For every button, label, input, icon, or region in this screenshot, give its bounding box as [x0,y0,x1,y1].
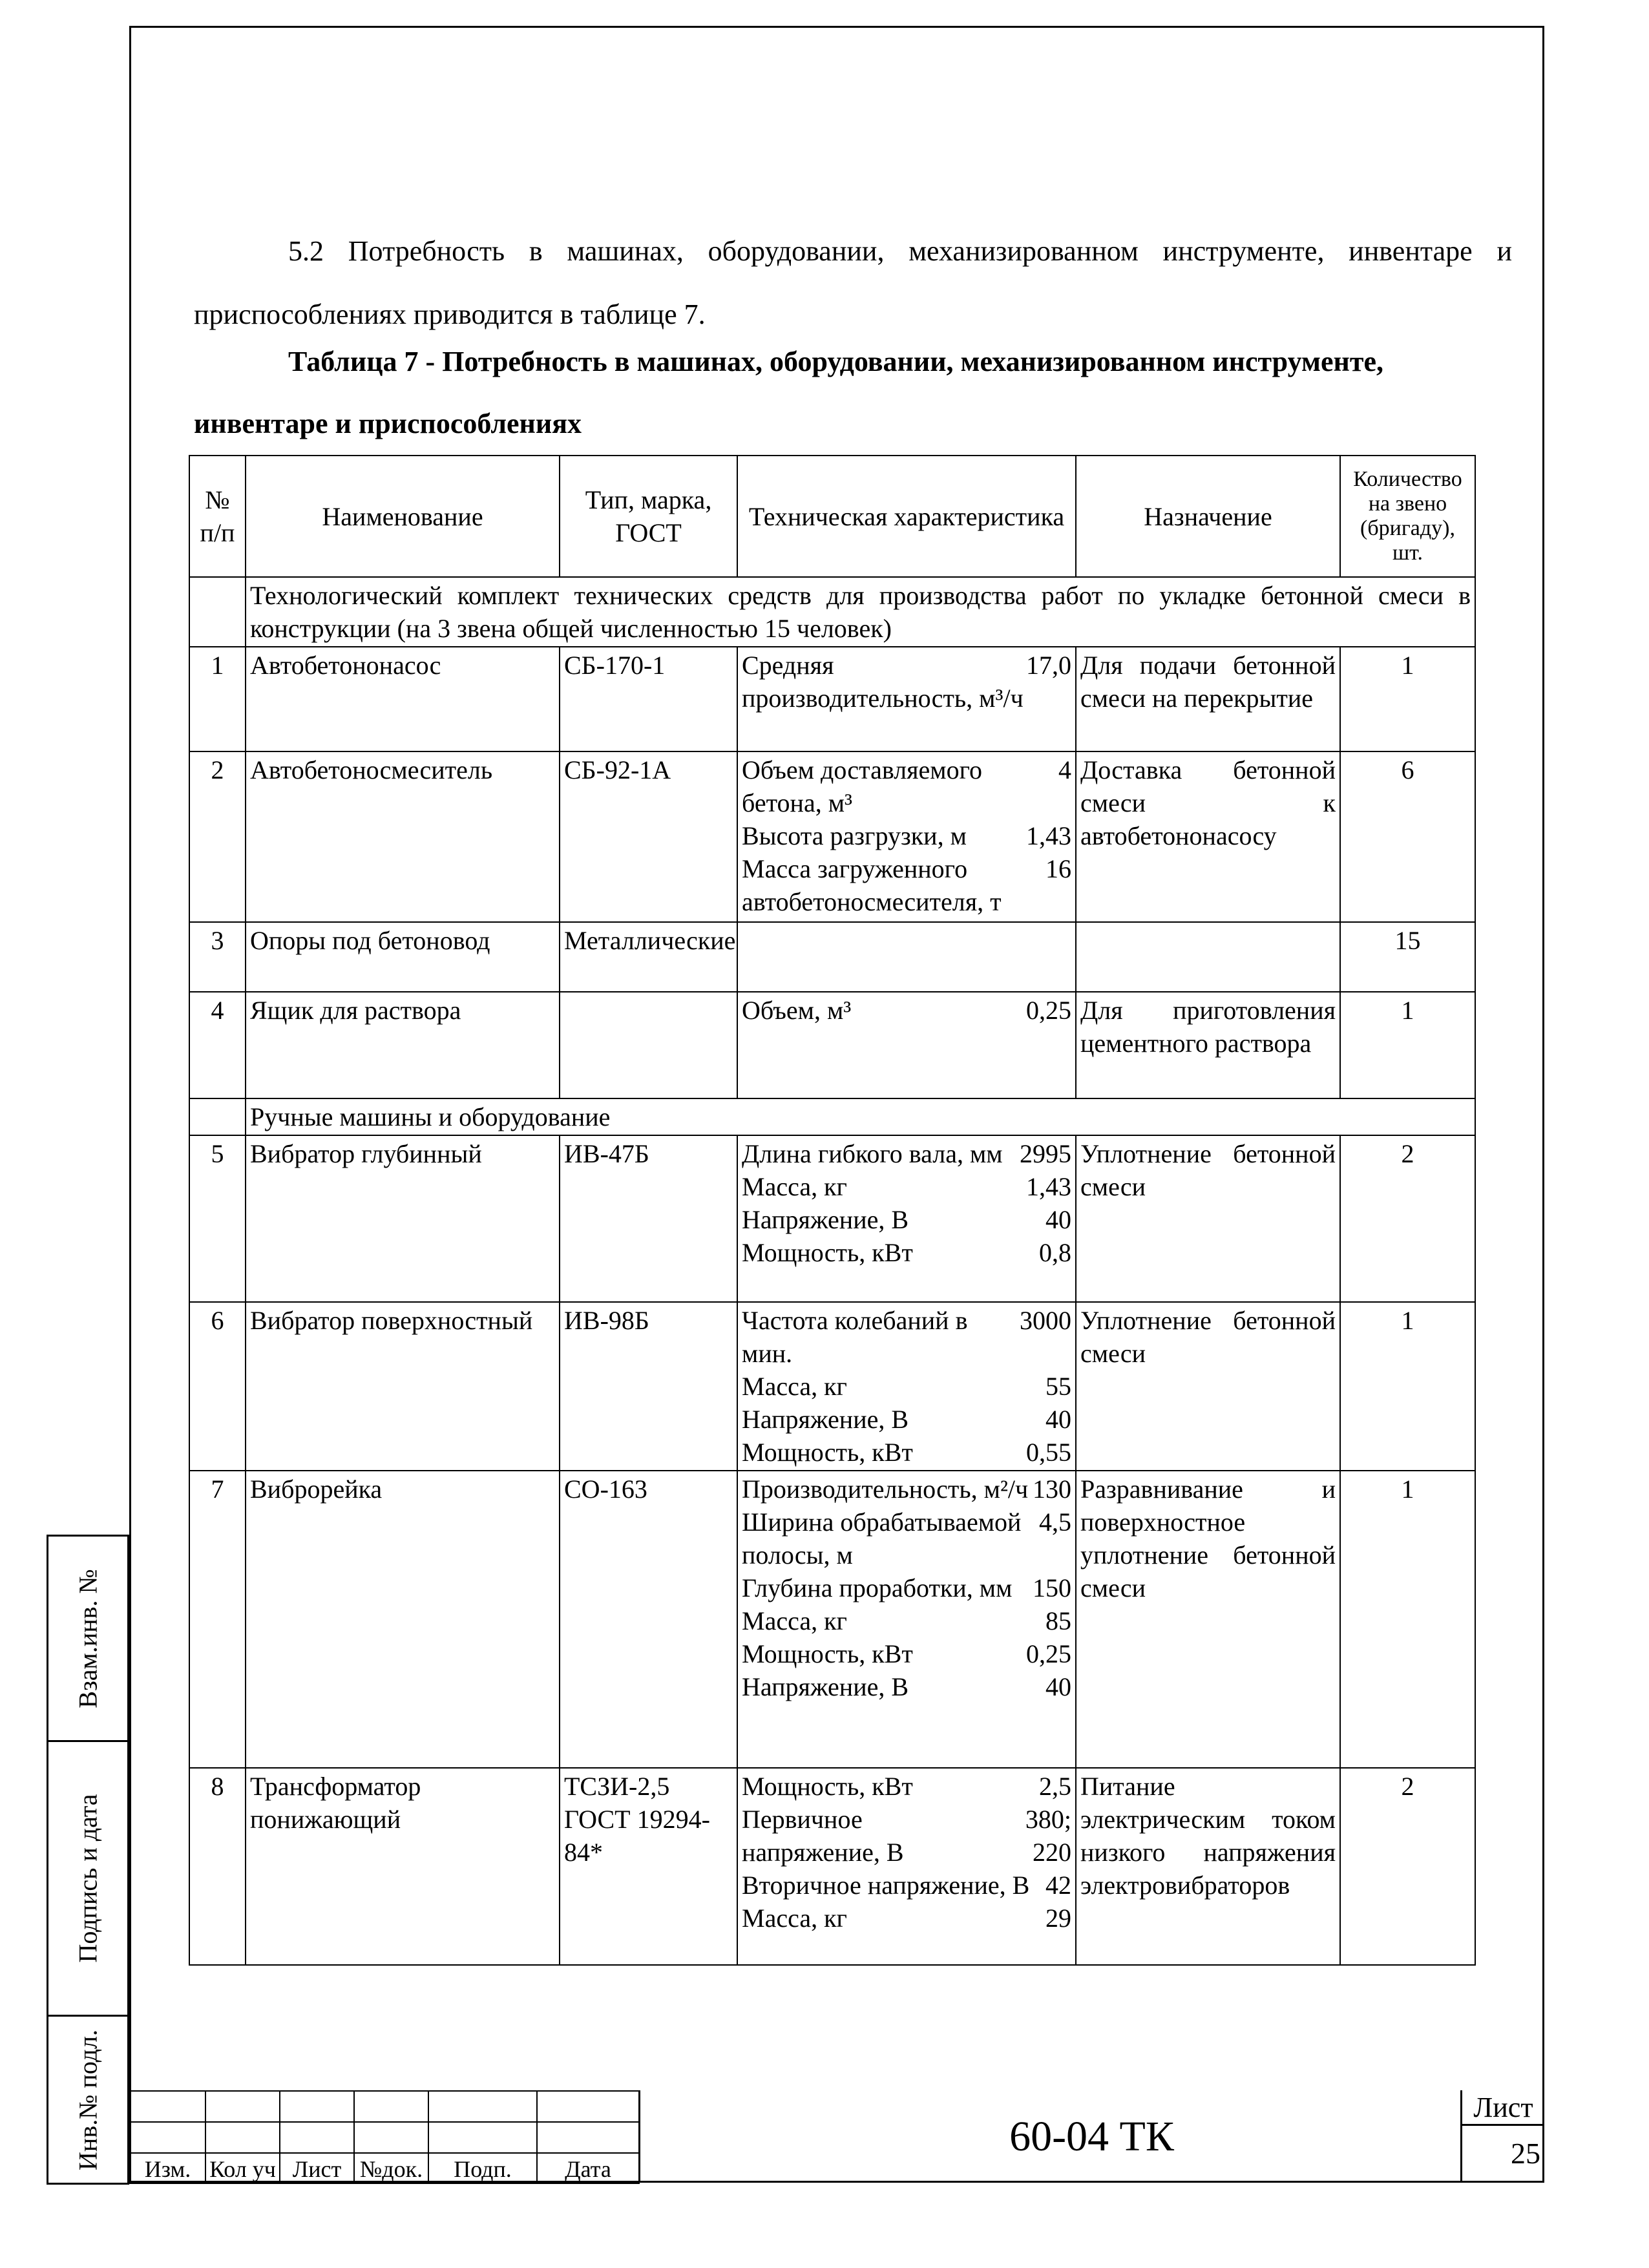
spec-label: Напряжение, В [742,1405,909,1434]
row-purpose [1076,922,1340,992]
row-num: 4 [189,992,246,1098]
spec-label: Длина гибкого вала, мм [742,1139,1003,1168]
sheet-number: 25 [1511,2137,1540,2170]
spec-value: 17,0 [1026,651,1071,680]
spec-value: 4,5 [1039,1507,1071,1537]
spec-line [742,1803,1071,1869]
spec-label: Производительность, м²/ч [742,1475,1029,1504]
side-inv-label: Инв.№ подл. [73,2029,103,2170]
section-row [189,1098,1475,1135]
row-spec [737,992,1076,1098]
sheet-box [1460,2090,1544,2183]
row-name: Автобетононасос [246,647,560,751]
spec-value: 0,8 [1039,1238,1071,1267]
spec-value: 85 [1045,1606,1071,1635]
row-qty: 6 [1340,751,1475,922]
header-qty: Количество на звено (бригаду), шт. [1340,456,1475,577]
spec-value: 1,43 [1026,821,1071,850]
section-row [189,577,1475,647]
header-purpose: Назначение [1076,456,1340,577]
row-name: Виброрейка [246,1471,560,1768]
stamp-column-label: Лист [280,2153,354,2183]
spec-line [742,753,1071,819]
row-type: Металлические [560,922,737,992]
spec-label: Масса, кг [742,1372,847,1401]
row-num: 2 [189,751,246,922]
table-caption [194,331,1512,455]
section-title: Ручные машины и оборудование [246,1098,1475,1135]
row-type: ИВ-47Б [560,1135,737,1302]
spec-value: 1,43 [1026,1172,1071,1201]
spec-value: 0,25 [1026,996,1071,1025]
row-num: 5 [189,1135,246,1302]
row-num: 7 [189,1471,246,1768]
spec-label: Мощность, кВт [742,1639,913,1668]
row-num: 1 [189,647,246,751]
header-name: Наименование [246,456,560,577]
spec-label: Напряжение, В [742,1205,909,1234]
title-block [129,2090,1544,2183]
row-type [560,992,737,1098]
spec-label: Масса, кг [742,1904,847,1933]
spec-line [742,1637,1071,1670]
spec-value: 2,5 [1039,1772,1071,1801]
spec-value: 380; 220 [1025,1805,1071,1867]
table-header-row [189,456,1475,577]
row-purpose: Для приготовления цементного раствора [1076,992,1340,1098]
table-row [189,1135,1475,1302]
spec-value: 3000 [1020,1306,1071,1335]
table-row [189,647,1475,751]
spec-value: 29 [1045,1904,1071,1933]
spec-label: Масса, кг [742,1606,847,1635]
section-title: Технологический комплект технических средств для производства работ по укладке бетонной смеси в конструкции (на 3 звена общей численностью 15 человек) [246,577,1475,647]
spec-label: Масса загруженного автобетоносмесителя, т [742,854,1002,916]
spec-label: Ширина обрабатываемой полосы, м [742,1507,1022,1570]
row-type: СО-163 [560,1471,737,1768]
spec-label: Вторичное напряжение, В [742,1871,1030,1900]
spec-label: Первичное напряжение, В [742,1805,904,1867]
spec-label: Глубина проработки, мм [742,1573,1013,1602]
table-body [189,577,1475,1965]
header-num: № п/п [189,456,246,577]
row-purpose: Уплотнение бетонной смеси [1076,1302,1340,1471]
spec-label: Высота разгрузки, м [742,821,967,850]
row-purpose: Разравнивание и поверхностное уплотнение бетонной смеси [1076,1471,1340,1768]
row-name: Автобетоносмеситель [246,751,560,922]
row-name: Трансформатор понижающий [246,1768,560,1965]
row-qty: 1 [1340,1471,1475,1768]
stamp-column-label: Подп. [428,2153,537,2183]
section-num-cell [189,1098,246,1135]
stamp-column-label: Дата [537,2153,639,2183]
row-type: СБ-170-1 [560,647,737,751]
stamp-column-label: Изм. [130,2153,205,2183]
spec-value: 0,25 [1026,1639,1071,1668]
spec-label: Мощность, кВт [742,1438,913,1467]
row-spec [737,1768,1076,1965]
spec-line [742,1869,1071,1902]
side-vzam-label: Взам.инв. № [73,1568,103,1708]
row-spec [737,1471,1076,1768]
row-spec [737,647,1076,751]
spec-line [742,852,1071,918]
spec-value: 40 [1045,1205,1071,1234]
spec-line [742,649,1071,715]
intro-paragraph: 5.2 Потребность в машинах, оборудовании, механизированном инструменте, инвентаре и приспособлениях приводится в таблице 7. [194,235,1512,330]
spec-line [742,1571,1071,1604]
table-row [189,1302,1475,1471]
header-type: Тип, марка, ГОСТ [560,456,737,577]
spec-line [742,1670,1071,1703]
spec-line [742,1902,1071,1935]
table-row [189,751,1475,922]
row-num: 6 [189,1302,246,1471]
spec-line [742,1473,1071,1506]
row-type: ТСЗИ-2,5 ГОСТ 19294-84* [560,1768,737,1965]
spec-label: Объем, м³ [742,996,852,1025]
table-row [189,992,1475,1098]
document-code: 60-04 ТК [638,2090,1601,2183]
spec-line [742,1604,1071,1637]
spec-label: Средняя производительность, м³/ч [742,651,1024,713]
row-qty: 2 [1340,1768,1475,1965]
spec-value: 16 [1045,854,1071,883]
sheet-label: Лист [1462,2090,1544,2126]
table-row [189,1471,1475,1768]
row-name: Вибратор поверхностный [246,1302,560,1471]
spec-line [742,1304,1071,1370]
row-num: 3 [189,922,246,992]
row-qty: 1 [1340,992,1475,1098]
row-qty: 2 [1340,1135,1475,1302]
spec-line [742,1170,1071,1203]
row-qty: 1 [1340,647,1475,751]
spec-value: 40 [1045,1405,1071,1434]
row-purpose: Питание электрическим током низкого напряжения электровибраторов [1076,1768,1340,1965]
row-qty: 15 [1340,922,1475,992]
spec-value: 42 [1045,1871,1071,1900]
spec-value: 150 [1033,1573,1071,1602]
table-row [189,922,1475,992]
table-row [189,1768,1475,1965]
requirements-table [189,455,1476,1966]
row-num: 8 [189,1768,246,1965]
spec-value: 40 [1045,1672,1071,1701]
spec-value: 2995 [1020,1139,1071,1168]
spec-label: Объем доставляемого бетона, м³ [742,755,983,817]
row-name: Ящик для раствора [246,992,560,1098]
spec-line [742,1137,1071,1170]
row-spec [737,1302,1076,1471]
revision-grid [129,2090,640,2184]
row-qty: 1 [1340,1302,1475,1471]
table-caption-text: Таблица 7 - Потребность в машинах, оборудовании, механизированном инструменте, инвентаре и приспособлениях [194,346,1383,439]
row-name: Опоры под бетоновод [246,922,560,992]
stamp-column-label: Кол уч [205,2153,280,2183]
spec-line [742,994,1071,1027]
row-name: Вибратор глубинный [246,1135,560,1302]
spec-label: Мощность, кВт [742,1772,913,1801]
spec-line [742,1770,1071,1803]
spec-line [742,1403,1071,1436]
spec-line [742,1436,1071,1469]
spec-line [742,819,1071,852]
spec-value: 130 [1033,1475,1071,1504]
side-signature-label: Подпись и дата [73,1794,103,1963]
row-purpose: Уплотнение бетонной смеси [1076,1135,1340,1302]
row-type: СБ-92-1А [560,751,737,922]
row-spec [737,751,1076,922]
side-stamp [47,1535,129,2183]
row-purpose: Для подачи бетонной смеси на перекрытие [1076,647,1340,751]
spec-line [742,1236,1071,1269]
spec-line [742,1370,1071,1403]
row-spec [737,922,1076,992]
spec-label: Частота колебаний в мин. [742,1306,968,1368]
row-type: ИВ-98Б [560,1302,737,1471]
spec-line [742,1203,1071,1236]
spec-label: Масса, кг [742,1172,847,1201]
spec-label: Мощность, кВт [742,1238,913,1267]
row-spec [737,1135,1076,1302]
spec-line [742,1506,1071,1571]
intro-text [194,220,1512,346]
spec-label: Напряжение, В [742,1672,909,1701]
spec-value: 4 [1058,755,1071,784]
stamp-column-label: №док. [354,2153,428,2183]
spec-value: 55 [1045,1372,1071,1401]
spec-value: 0,55 [1026,1438,1071,1467]
header-spec: Техническая характеристика [737,456,1076,577]
row-purpose: Доставка бетонной смеси к автобетононасосу [1076,751,1340,922]
